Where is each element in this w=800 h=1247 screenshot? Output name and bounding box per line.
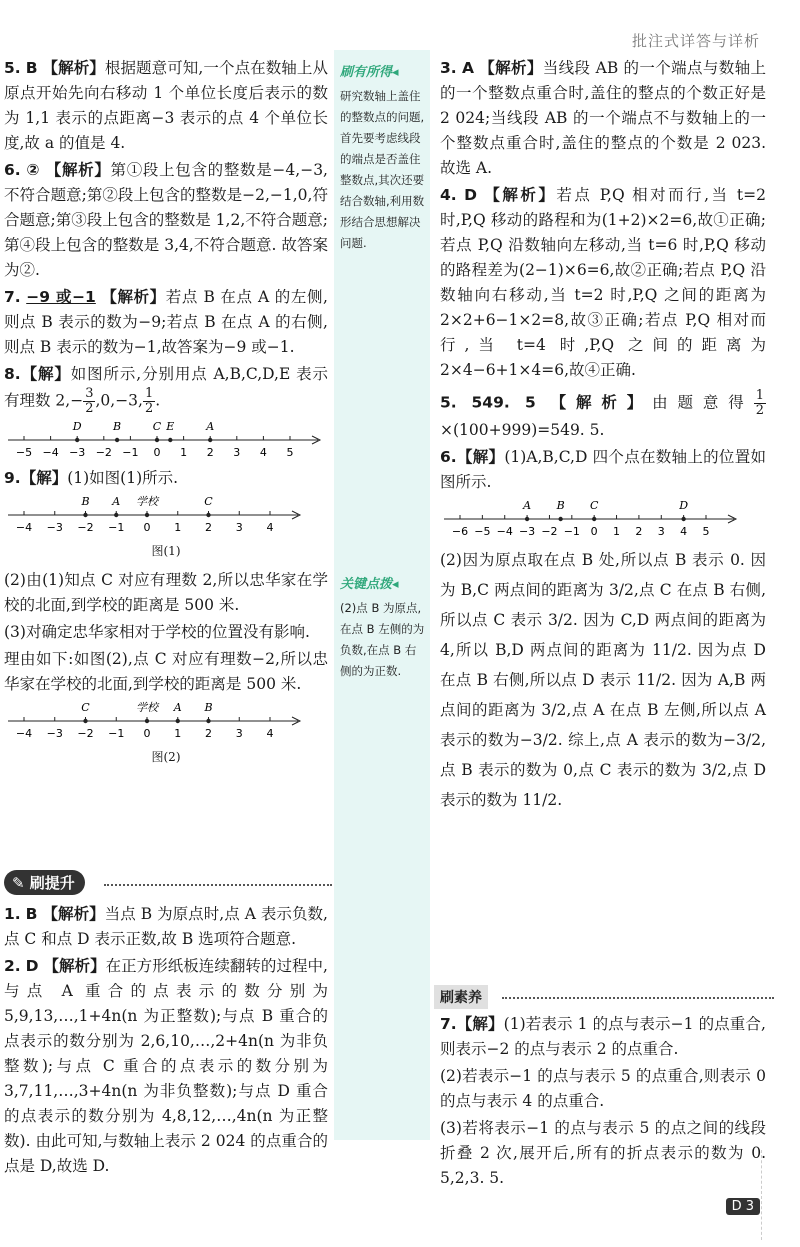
point-label: A	[523, 499, 532, 512]
tick-label: −4	[15, 727, 33, 740]
tick-label: 3	[657, 525, 665, 538]
right-column-lower	[440, 1012, 766, 1193]
point-marker	[558, 517, 562, 521]
point-label: B	[556, 499, 565, 512]
tick-label: 0	[143, 727, 151, 740]
point-label: A	[112, 495, 121, 508]
tick-label: −3	[518, 525, 536, 538]
answer-5: 5. B 【解析】根据题意可知,一个点在数轴上从原点开始先向右移动 1 个单位长度后表示的数为 1,1 表示的点距离−3 表示的点 4 个单位长度,故 a 的值是 4.	[4, 59, 328, 152]
tick-label: 5	[702, 525, 710, 538]
point-marker	[168, 438, 172, 442]
figure-caption: 图(2)	[151, 750, 181, 764]
tick-label: −5	[15, 446, 33, 459]
point-marker	[145, 719, 149, 723]
point-marker	[114, 513, 118, 517]
tick-label: −5	[474, 525, 491, 538]
tick-label: −2	[541, 525, 558, 538]
point-label: B	[113, 420, 122, 433]
point-label: A	[206, 420, 215, 433]
tick-label: 2	[205, 521, 212, 534]
point-marker	[592, 517, 596, 521]
point-marker	[83, 719, 87, 723]
tick-label: −3	[46, 521, 63, 534]
tick-label: 5	[286, 446, 294, 459]
section-header-improve	[4, 870, 332, 898]
point-label: C	[204, 495, 213, 508]
point-marker	[208, 438, 212, 442]
tick-label: −4	[42, 446, 59, 459]
answer-6-right: 6.【解】(1)A,B,C,D 四个点在数轴上的位置如图所示.	[440, 448, 766, 491]
tick-label: 2	[206, 446, 214, 459]
tick-label: −3	[46, 727, 63, 740]
point-marker	[525, 517, 529, 521]
left-column	[4, 56, 328, 774]
tick-label: 4	[680, 525, 688, 538]
point-label: D	[72, 420, 82, 433]
point-marker	[145, 513, 149, 517]
tick-label: 3	[235, 521, 243, 534]
tick-label: −1	[563, 525, 580, 538]
point-label: B	[204, 701, 213, 714]
page-edge	[761, 1150, 792, 1240]
tick-label: 1	[180, 446, 188, 459]
tick-label: −6	[451, 525, 469, 538]
point-label: C	[589, 499, 599, 512]
page-number: D 3	[726, 1198, 760, 1215]
margin-note-key-point: 关键点拨◂ (2)点 B 为原点,在点 B 左侧的为负数,在点 B 右侧的为正数.	[340, 577, 425, 678]
tick-label: −2	[95, 446, 112, 459]
point-marker	[206, 513, 210, 517]
tick-label: 1	[174, 521, 182, 534]
number-line-fig2	[4, 699, 304, 743]
tick-label: −2	[77, 521, 94, 534]
literacy-answer-7: 7.【解】(1)若表示 1 的点与表示−1 的点重合,则表示−2 的点与表示 2 的点重合.	[440, 1015, 766, 1058]
literacy-answer-7-part3: (3)若将表示−1 的点与表示 5 的点之间的线段折叠 2 次,展开后,所有的折点表示的数为 0. 5,2,3. 5.	[440, 1119, 766, 1187]
tick-label: 0	[590, 525, 598, 538]
tick-label: −2	[77, 727, 94, 740]
literacy-answer-7-part2: (2)若表示−1 的点与表示 5 的点重合,则表示 0 的点与表示 4 的点重合.	[440, 1067, 766, 1110]
point-label: A	[173, 701, 182, 714]
point-label: C	[81, 701, 90, 714]
tick-label: 3	[233, 446, 241, 459]
margin-note-takeaway: 刷有所得◂ 研究数轴上盖住的整数点的问题,首先要考虑线段的端点是否盖住整数点,其次还要结合数轴,利用数形结合思想解决问题.	[340, 65, 425, 250]
tick-label: −1	[108, 521, 125, 534]
page-header: 批注式详答与详析	[631, 32, 760, 50]
number-line-fig1	[4, 493, 304, 537]
point-label: C	[152, 420, 162, 433]
point-marker	[155, 438, 159, 442]
answer-9-part2: (2)由(1)知点 C 对应有理数 2,所以忠华家在学校的北面,到学校的距离是 500 米.	[4, 571, 328, 614]
improve-answer-1: 1. B 【解析】当点 B 为原点时,点 A 表示负数,点 C 和点 D 表示正数,故 B 选项符合题意.	[4, 905, 328, 948]
number-line-q6	[440, 497, 740, 541]
tick-label: 0	[153, 446, 161, 459]
answer-9-part3: (3)对确定忠华家相对于学校的位置没有影响.	[4, 623, 310, 641]
answer-9: 9.【解】(1)如图(1)所示.	[4, 469, 179, 487]
answer-4: 4. D 【解析】若点 P,Q 相对而行,当 t=2 时,P,Q 移动的路程和为(1+2)×2=6,故①正确;若点 P,Q 沿数轴向左移动,当 t=6 时,P,Q 移动的路程差为(2−1)×6=6,故②正确;若点 P,Q 沿数轴向右移动,当 t=2 时,P,Q 之间的距离为 2×2+6−1×2=8,故③正确;若点 P,Q 相对而行,当 t=4 时,P,Q 之间的距离为 2×4−6+1×4=6,故④正确.	[440, 186, 766, 379]
answer-7: 7. −9 或−1 【解析】若点 B 在点 A 的左侧,则点 B 表示的数为−9;若点 B 在点 A 的右侧,则点 B 表示的数为−1,故答案为−9 或−1.	[4, 288, 328, 356]
figure-caption: 图(1)	[151, 544, 181, 558]
answer-5-right: 5. 549. 5 【解析】由题意得 $\frac{1}{2}$ ×(100+999)=549. 5.	[440, 388, 764, 439]
point-label: 学校	[136, 701, 158, 714]
tick-label: 1	[613, 525, 621, 538]
section-header-literacy: 刷素养	[434, 985, 774, 1009]
number-line-q8	[4, 418, 324, 462]
point-label: D	[679, 499, 689, 512]
tick-label: 0	[143, 521, 151, 534]
point-marker	[176, 719, 180, 723]
answer-3: 3. A 【解析】当线段 AB 的一个端点与数轴上的一个整数点重合时,盖住的整点的个数正好是 2 024;当线段 AB 的一个端点不与数轴上的一个整数点重合时,盖住的整点的个数是 2 023. 故选 A.	[440, 59, 766, 177]
tick-label: −1	[108, 727, 125, 740]
tick-label: 4	[266, 521, 274, 534]
fraction: $\frac{3}{2}$	[85, 386, 94, 416]
point-label: E	[166, 420, 175, 433]
tick-label: 4	[266, 727, 274, 740]
tick-label: 1	[174, 727, 182, 740]
answer-8: 8.【解】如图所示,分别用点 A,B,C,D,E 表示有理数 2,− $\frac{3}{2}$ ,0,−3, $\frac{1}{2}$ .	[4, 365, 328, 416]
tick-label: −4	[15, 521, 33, 534]
point-marker	[681, 517, 685, 521]
fraction: $\frac{1}{2}$	[144, 386, 154, 416]
tick-label: −3	[69, 446, 86, 459]
right-column	[440, 56, 766, 817]
pencil-icon: ✎ 刷提升	[4, 870, 85, 895]
point-marker	[83, 513, 87, 517]
answer-6-part2: (2)因为原点取在点 B 处,所以点 B 表示 0. 因为 B,C 两点间的距离为 3/2,点 C 在点 B 右侧,所以点 C 表示 3/2. 因为 C,D 两点间的距离为 4,所以 B,D 两点间的距离为 11/2. 因为点 D 在点 B 右侧,所以点 D 表示 11/2. 因为 A,B 两点间的距离为 3/2,点 A 在点 B 左侧,所以点 A 表示的数为−3/2. 综上,点 A 表示的数为−3/2,点 B 表示的数为 0,点 C 表示的数为 3/2,点 D 表示的数为 11/2.	[440, 551, 766, 809]
point-label: 学校	[136, 495, 158, 508]
point-marker	[115, 438, 119, 442]
tick-label: 3	[235, 727, 243, 740]
tick-label: −1	[122, 446, 139, 459]
tick-label: −4	[496, 525, 513, 538]
left-column-lower	[4, 902, 328, 1181]
point-marker	[75, 438, 79, 442]
tick-label: 2	[635, 525, 643, 538]
tick-label: 4	[259, 446, 267, 459]
answer-6: 6. ② 【解析】第①段上包含的整数是−4,−3,不符合题意;第②段上包含的整数是−2,−1,0,符合题意;第③段上包含的整数是 1,2,不符合题意;第④段上包含的整数是 3,4,不符合题意. 故答案为②.	[4, 161, 328, 279]
answer-9-reason: 理由如下:如图(2),点 C 对应有理数−2,所以忠华家在学校的北面,到学校的距离是 500 米.	[4, 650, 328, 693]
point-label: B	[81, 495, 90, 508]
tick-label: 2	[205, 727, 212, 740]
point-marker	[206, 719, 210, 723]
improve-answer-2: 2. D 【解析】在正方形纸板连续翻转的过程中,与点 A 重合的点表示的数分别为 5,9,13,…,1+4n(n 为正整数);与点 B 重合的点表示的数分别为 2,6,10,…,2+4n(n 为非负整数);与点 C 重合的点表示的数分别为 3,7,11,…,3+4n(n 为非负整数);与点 D 重合的点表示的数分别为 4,8,12,…,4n(n 为正整数). 由此可知,与数轴上表示 2 024 的点重合的点是 D,故选 D.	[4, 957, 328, 1175]
fraction: $\frac{1}{2}$	[755, 388, 764, 418]
